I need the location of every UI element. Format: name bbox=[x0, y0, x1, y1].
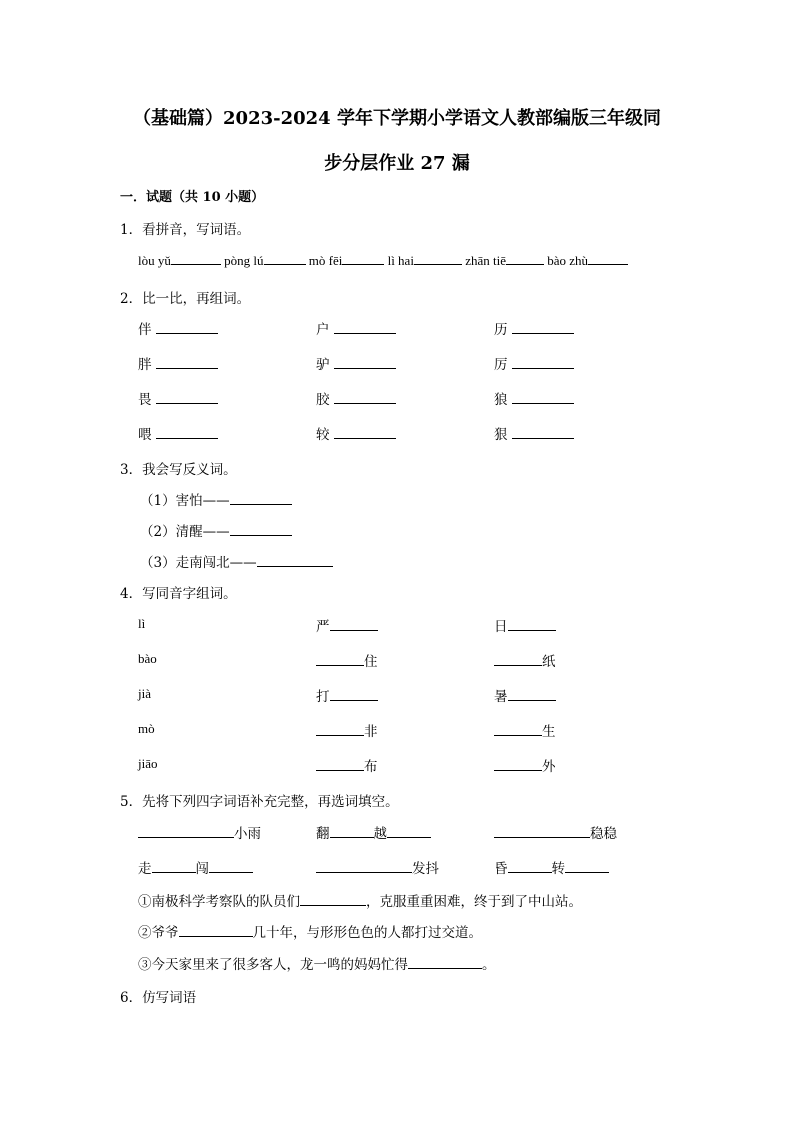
q4-char: 布 bbox=[364, 759, 378, 775]
question-1-prompt: 1．看拼音，写词语。 bbox=[120, 222, 251, 238]
q4-cell bbox=[494, 615, 556, 635]
answer-blank[interactable] bbox=[565, 860, 609, 873]
q2-char: 伴 bbox=[138, 322, 152, 338]
answer-blank[interactable] bbox=[230, 523, 292, 536]
answer-blank[interactable] bbox=[230, 492, 292, 505]
q2-cell bbox=[316, 318, 396, 338]
q5-text: ③今天家里来了很多客人，龙一鸣的妈妈忙得 bbox=[138, 957, 408, 973]
answer-blank[interactable] bbox=[330, 688, 378, 701]
q2-char: 胖 bbox=[138, 357, 152, 373]
question-2-prompt: 2．比一比，再组词。 bbox=[120, 291, 251, 307]
q5-word bbox=[316, 822, 431, 842]
q5-word bbox=[316, 857, 439, 877]
q3-item bbox=[140, 520, 292, 540]
q4-cell bbox=[316, 685, 378, 705]
answer-blank[interactable] bbox=[342, 252, 384, 265]
q2-cell bbox=[138, 318, 218, 338]
q2-cell bbox=[494, 353, 574, 373]
q2-cell bbox=[494, 318, 574, 338]
q4-char: 非 bbox=[364, 724, 378, 740]
answer-blank[interactable] bbox=[334, 356, 396, 369]
q5-word bbox=[138, 822, 261, 842]
answer-blank[interactable] bbox=[316, 653, 364, 666]
answer-blank[interactable] bbox=[494, 723, 542, 736]
q1-pinyin: lì hai bbox=[387, 253, 414, 268]
answer-blank[interactable] bbox=[316, 758, 364, 771]
answer-blank[interactable] bbox=[330, 618, 378, 631]
q3-label: （2）清醒—— bbox=[140, 524, 230, 540]
q5-sentence-3 bbox=[138, 953, 496, 973]
answer-blank[interactable] bbox=[494, 758, 542, 771]
q2-char: 畏 bbox=[138, 392, 152, 408]
q1-pinyin: pòng lú bbox=[224, 253, 264, 268]
q4-cell bbox=[494, 755, 556, 775]
q4-char: 日 bbox=[494, 619, 508, 635]
q2-char: 狼 bbox=[494, 392, 508, 408]
q2-cell bbox=[138, 388, 218, 408]
q4-cell bbox=[494, 650, 556, 670]
answer-blank[interactable] bbox=[156, 321, 218, 334]
q4-char: 生 bbox=[542, 724, 556, 740]
answer-blank[interactable] bbox=[264, 252, 306, 265]
q5-text: ，克服重重困难，终于到了中山站。 bbox=[366, 894, 582, 910]
question-6-prompt: 6．仿写词语 bbox=[120, 990, 197, 1006]
q5-sentence-1 bbox=[138, 890, 582, 910]
answer-blank[interactable] bbox=[494, 653, 542, 666]
q5-word bbox=[494, 857, 609, 877]
answer-blank[interactable] bbox=[508, 618, 556, 631]
q2-cell bbox=[494, 388, 574, 408]
q2-char: 历 bbox=[494, 322, 508, 338]
q5-text: 稳稳 bbox=[590, 826, 617, 842]
q4-cell bbox=[316, 755, 378, 775]
question-4-prompt: 4．写同音字组词。 bbox=[120, 586, 237, 602]
answer-blank[interactable] bbox=[512, 321, 574, 334]
q3-label: （1）害怕—— bbox=[140, 493, 230, 509]
q5-sentence-2 bbox=[138, 921, 482, 941]
answer-blank[interactable] bbox=[512, 391, 574, 404]
q5-text: 发抖 bbox=[412, 861, 439, 877]
q2-char: 狠 bbox=[494, 427, 508, 443]
answer-blank[interactable] bbox=[494, 825, 590, 838]
q5-word bbox=[494, 822, 617, 842]
answer-blank[interactable] bbox=[152, 860, 196, 873]
q3-item bbox=[140, 489, 292, 509]
q5-text: ②爷爷 bbox=[138, 925, 179, 941]
q5-text: ①南极科学考察队的队员们 bbox=[138, 894, 300, 910]
question-5-prompt: 5．先将下列四字词语补充完整，再选词填空。 bbox=[120, 794, 399, 810]
q4-char: 外 bbox=[542, 759, 556, 775]
q4-pinyin: mò bbox=[138, 721, 155, 736]
q2-char: 喂 bbox=[138, 427, 152, 443]
q2-cell bbox=[316, 388, 396, 408]
answer-blank[interactable] bbox=[257, 554, 333, 567]
answer-blank[interactable] bbox=[330, 825, 374, 838]
q1-items bbox=[138, 252, 628, 269]
q4-char: 住 bbox=[364, 654, 378, 670]
answer-blank[interactable] bbox=[179, 924, 253, 937]
q4-char: 严 bbox=[316, 619, 330, 635]
q2-cell bbox=[494, 423, 574, 443]
answer-blank[interactable] bbox=[508, 688, 556, 701]
answer-blank[interactable] bbox=[414, 252, 462, 265]
answer-blank[interactable] bbox=[408, 956, 482, 969]
answer-blank[interactable] bbox=[512, 426, 574, 439]
answer-blank[interactable] bbox=[156, 426, 218, 439]
q5-text: 昏 bbox=[494, 861, 508, 877]
answer-blank[interactable] bbox=[138, 825, 234, 838]
answer-blank[interactable] bbox=[588, 252, 628, 265]
q1-pinyin: zhān tiē bbox=[465, 253, 506, 268]
answer-blank[interactable] bbox=[512, 356, 574, 369]
answer-blank[interactable] bbox=[300, 893, 366, 906]
answer-blank[interactable] bbox=[209, 860, 253, 873]
q3-label: （3）走南闯北—— bbox=[140, 555, 257, 571]
q4-char: 暑 bbox=[494, 689, 508, 705]
answer-blank[interactable] bbox=[334, 321, 396, 334]
q5-text: 闯 bbox=[195, 861, 209, 877]
section-header: 一．试题（共 10 小题） bbox=[120, 190, 265, 205]
q3-item bbox=[140, 551, 333, 571]
q1-pinyin: lòu yǔ bbox=[138, 253, 171, 268]
q5-word bbox=[138, 857, 253, 877]
q2-cell bbox=[316, 423, 396, 443]
q4-cell bbox=[316, 650, 378, 670]
q2-cell bbox=[138, 423, 218, 443]
answer-blank[interactable] bbox=[508, 860, 552, 873]
page-title-line2: 步分层作业 27 漏 bbox=[324, 153, 470, 174]
q5-text: 小雨 bbox=[234, 826, 261, 842]
q4-pinyin: jiāo bbox=[138, 756, 158, 771]
answer-blank[interactable] bbox=[316, 860, 412, 873]
answer-blank[interactable] bbox=[334, 391, 396, 404]
q4-cell bbox=[316, 615, 378, 635]
answer-blank[interactable] bbox=[156, 356, 218, 369]
q2-char: 较 bbox=[316, 427, 330, 443]
q5-text: 越 bbox=[373, 826, 387, 842]
q4-pinyin: lì bbox=[138, 616, 146, 631]
q4-pinyin: jià bbox=[138, 686, 151, 701]
q2-cell bbox=[316, 353, 396, 373]
q5-text: 几十年，与形形色色的人都打过交道。 bbox=[252, 925, 482, 941]
q1-pinyin: mò fēi bbox=[308, 253, 343, 268]
q4-cell bbox=[316, 720, 378, 740]
q4-cell bbox=[494, 720, 556, 740]
answer-blank[interactable] bbox=[334, 426, 396, 439]
answer-blank[interactable] bbox=[156, 391, 218, 404]
q4-char: 纸 bbox=[542, 654, 556, 670]
q2-char: 厉 bbox=[494, 357, 508, 373]
q4-pinyin: bào bbox=[138, 651, 157, 666]
q5-text: 走 bbox=[138, 861, 152, 877]
q4-cell bbox=[494, 685, 556, 705]
answer-blank[interactable] bbox=[316, 723, 364, 736]
question-3-prompt: 3．我会写反义词。 bbox=[120, 462, 237, 478]
answer-blank[interactable] bbox=[506, 252, 544, 265]
q2-char: 户 bbox=[316, 322, 330, 338]
q2-char: 胶 bbox=[316, 392, 330, 408]
answer-blank[interactable] bbox=[387, 825, 431, 838]
q2-char: 驴 bbox=[316, 357, 330, 373]
q1-pinyin: bào zhù bbox=[547, 253, 589, 268]
q5-text: 翻 bbox=[316, 826, 330, 842]
q2-cell bbox=[138, 353, 218, 373]
q5-text: 转 bbox=[551, 861, 565, 877]
page-title: （基础篇）2023-2024 学年下学期小学语文人教部编版三年级同 bbox=[133, 108, 661, 129]
q4-char: 打 bbox=[316, 689, 330, 705]
answer-blank[interactable] bbox=[171, 252, 221, 265]
q5-text: 。 bbox=[482, 957, 496, 973]
